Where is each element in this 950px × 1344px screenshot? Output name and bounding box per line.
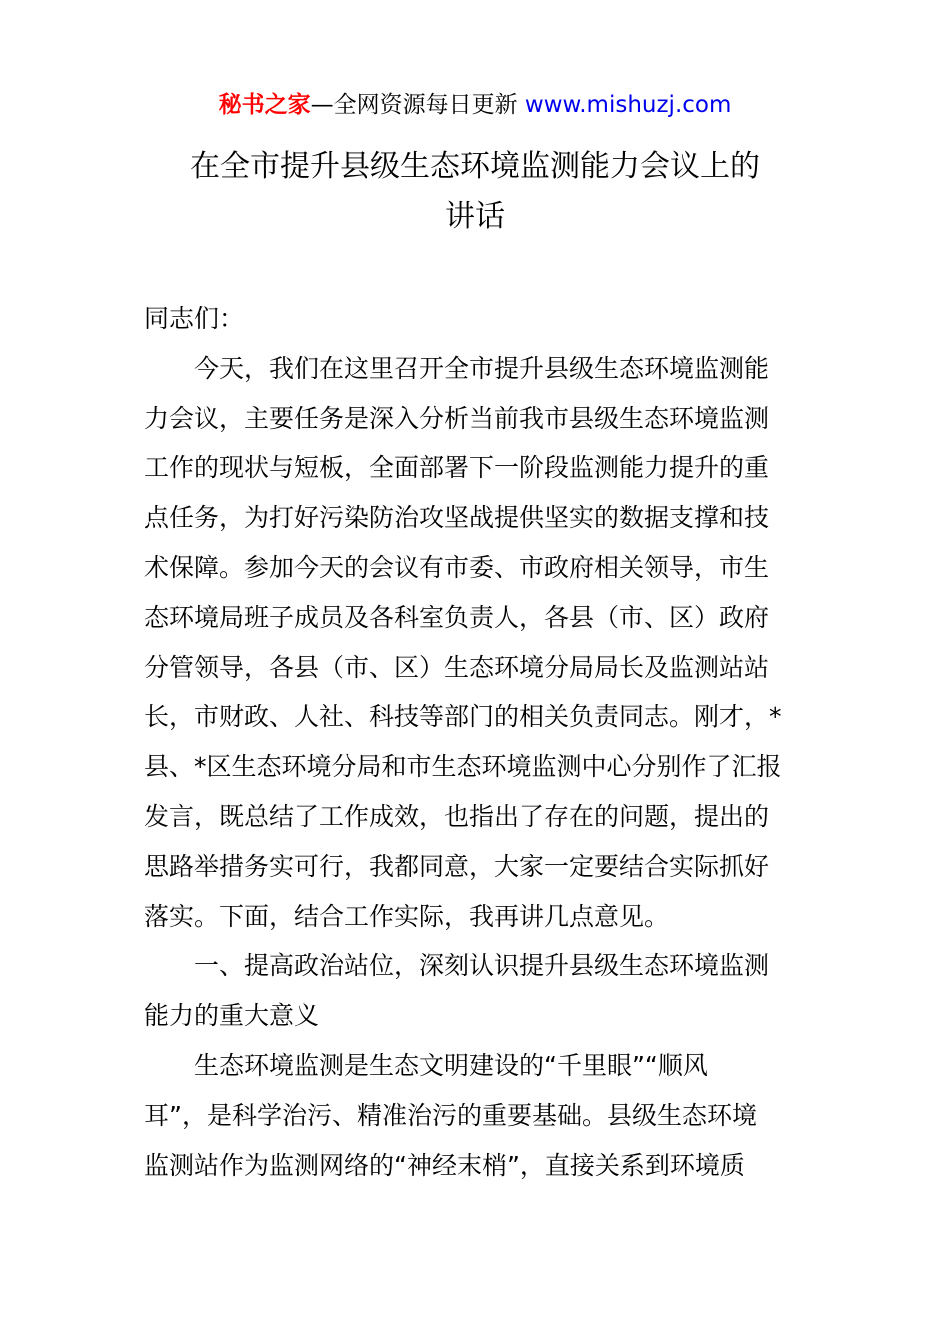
paragraph-line: 耳”，是科学治污、精准治污的重要基础。县级生态环境 — [144, 1100, 757, 1130]
section-heading-line: 一、提高政治站位，深刻认识提升县级生态环境监测 — [194, 951, 770, 981]
salutation: 同志们： — [144, 304, 245, 333]
paragraph-line: 工作的现状与短板，全面部署下一阶段监测能力提升的重 — [144, 453, 770, 483]
document-body — [144, 294, 814, 1190]
paragraph-line: 县、*区生态环境分局和市生态环境监测中心分别作了汇报 — [144, 752, 782, 782]
title-line-2: 讲话 — [445, 199, 505, 234]
document-title — [100, 142, 850, 242]
site-url-link[interactable]: www.mishuzj.com — [524, 92, 732, 118]
paragraph-line: 分管领导，各县（市、区）生态环境分局局长及监测站站 — [144, 652, 770, 682]
header-slogan: —全网资源每日更新 — [310, 92, 518, 118]
paragraph-line: 术保障。参加今天的会议有市委、市政府相关领导，市生 — [144, 552, 770, 582]
title-line-1: 在全市提升县级生态环境监测能力会议上的 — [190, 149, 760, 184]
brand-name: 秘书之家 — [218, 92, 311, 118]
paragraph-line: 态环境局班子成员及各科室负责人，各县（市、区）政府 — [144, 602, 770, 632]
section-heading-line: 能力的重大意义 — [144, 1001, 320, 1031]
paragraph-line: 点任务，为打好污染防治攻坚战提供坚实的数据支撑和技 — [144, 503, 770, 533]
paragraph-line: 力会议，主要任务是深入分析当前我市县级生态环境监测 — [144, 403, 770, 433]
paragraph-line: 落实。下面，结合工作实际，我再讲几点意见。 — [144, 901, 670, 931]
paragraph-line: 长，市财政、人社、科技等部门的相关负责同志。刚才，* — [144, 702, 782, 732]
paragraph-line: 监测站作为监测网络的“神经末梢”，直接关系到环境质 — [144, 1150, 745, 1180]
site-header — [0, 88, 950, 122]
paragraph-line: 思路举措务实可行，我都同意，大家一定要结合实际抓好 — [144, 851, 770, 881]
paragraph-line: 发言，既总结了工作成效，也指出了存在的问题，提出的 — [144, 801, 770, 831]
paragraph-line: 生态环境监测是生态文明建设的“千里眼”“顺风 — [194, 1050, 708, 1080]
paragraph-line: 今天，我们在这里召开全市提升县级生态环境监测能 — [194, 353, 770, 383]
